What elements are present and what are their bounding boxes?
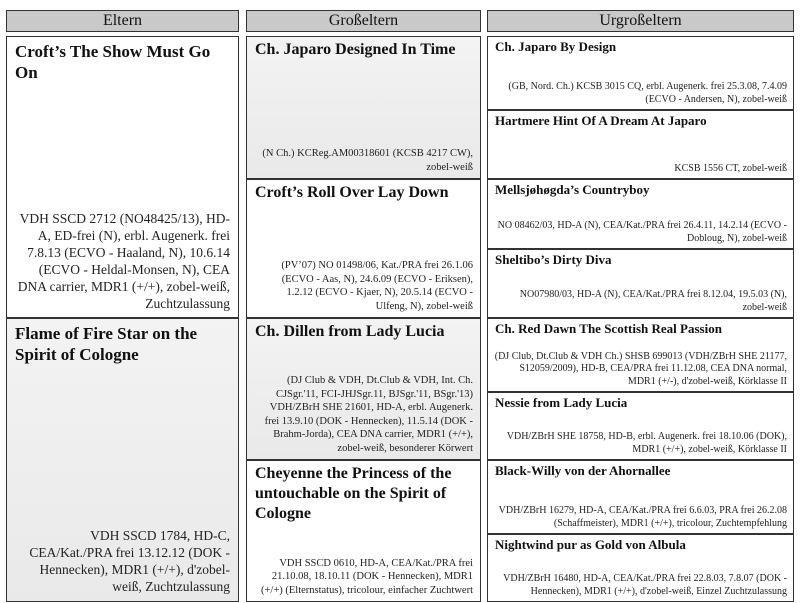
grandparent-3 [246, 318, 481, 460]
greatgrandparent-4-name: Sheltibo’s Dirty Diva [495, 252, 612, 267]
greatgrandparent-6-name: Nessie from Lady Lucia [495, 395, 628, 410]
parent-sire [6, 36, 239, 318]
greatgrandparent-4-info: NO07980/03, HD-A (N), CEA/Kat./PRA frei 8.12.04, 19.5.03 (N), zobel-weiß [519, 289, 787, 313]
greatgrandparent-3-info: NO 08462/03, HD-A (N), CEA/Kat./PRA frei 26.4.11, 14.2.14 (ECVO - Dobloug, N), zobel-weiß [497, 220, 787, 244]
greatgrandparent-5 [487, 318, 794, 392]
greatgrandparent-6 [487, 392, 794, 460]
greatgrandparent-1 [487, 36, 794, 110]
greatgrandparent-6-info: VDH/ZBrH SHE 18758, HD-B, erbl. Augenerk. frei 18.10.06 (DOK), MDR1 (+/+), zobel-weiß, Körklasse II [506, 431, 787, 455]
greatgrandparent-8 [487, 534, 794, 602]
grandparent-3-info: (DJ Club & VDH, Dt.Club & VDH, Int. Ch. CJSgr.'11, FCI-JHJSgr.11, BJSgr.'11, BSgr.'13) VDH/ZBrH SHE 21601, HD-A, erbl. Augenerk. frei 13.9.10 (DOK - Hennecken), 11.5.14 (DOK - Brahm-Jorda), CEA DNA carrier, MDR1 (+/+), zobel-weiß, besonderer Körwert [264, 375, 473, 454]
grandparent-1-info: (N Ch.) KCReg.AM00318601 (KCSB 4217 CW), zobel-weiß [262, 148, 473, 173]
parent-sire-name: Croft’s The Show Must Go On [15, 42, 211, 82]
greatgrandparent-2-name: Hartmere Hint Of A Dream At Japaro [495, 113, 707, 128]
greatgrandparent-3-name: Mellsjøhøgda’s Countryboy [495, 182, 650, 197]
grandparent-4-info: VDH SSCD 0610, HD-A, CEA/Kat./PRA frei 21.10.08, 18.10.11 (DOK - Hennecken), MDR1 (+/+) (Elternstatus), tricolour, einfacher Zuchtwert [260, 557, 473, 596]
greatgrandparent-5-info: (DJ Club, Dt.Club & VDH Ch.) SHSB 699013 (VDH/ZBrH SHE 21177, S12059/2009), HD-B, CEA/PRA frei 11.12.08, CEA DNA normal, MDR1 (+/-), d'zobel-weiß, Körklasse II [494, 350, 787, 387]
header-parents: Eltern [6, 10, 239, 32]
header-grandparents: Großeltern [246, 10, 481, 32]
parent-dam-info: VDH SSCD 1784, HD-C, CEA/Kat./PRA frei 13.12.12 (DOK - Hennecken), MDR1 (+/+), d'zobel-weiß, Zuchtzulassung [29, 528, 230, 594]
greatgrandparent-8-name: Nightwind pur as Gold von Albula [495, 537, 686, 552]
greatgrandparent-7-name: Black-Willy von der Ahornallee [495, 463, 671, 478]
grandparent-4-name: Cheyenne the Princess of the untouchable on the Spirit of Cologne [255, 465, 452, 522]
greatgrandparent-7-info: VDH/ZBrH 16279, HD-A, CEA/Kat./PRA frei 6.6.03, PRA frei 26.2.08 (Schaffmeister), MDR1 (+/+), tricolour, Zuchtempfehlung [498, 505, 787, 529]
greatgrandparent-3 [487, 179, 794, 249]
grandparent-1 [246, 36, 481, 179]
greatgrandparent-4 [487, 249, 794, 318]
grandparent-4 [246, 460, 481, 602]
parent-sire-info: VDH SSCD 2712 (NO48425/13), HD-A, ED-frei (N), erbl. Augenerk. frei 7.8.13 (ECVO - Haaland, N), 10.6.14 (ECVO - Heldal-Monsen, N), CEA DNA carrier, MDR1 (+/+), zobel-weiß, Zuchtzulassung [17, 211, 230, 311]
greatgrandparent-7 [487, 460, 794, 534]
grandparent-2 [246, 179, 481, 318]
header-greatgrandparents: Urgroßeltern [487, 10, 794, 32]
greatgrandparent-2 [487, 110, 794, 179]
greatgrandparent-2-info: KCSB 1556 CT, zobel-weiß [674, 162, 787, 174]
grandparent-2-name: Croft’s Roll Over Lay Down [255, 184, 449, 201]
greatgrandparent-8-info: VDH/ZBrH 16480, HD-A, CEA/Kat./PRA frei 22.8.03, 7.8.07 (DOK - Hennecken), MDR1 (+/+), d'zobel-weiß, Einzel Zuchtzulassung [503, 573, 787, 597]
greatgrandparent-5-name: Ch. Red Dawn The Scottish Real Passion [495, 321, 722, 336]
parent-dam-name: Flame of Fire Star on the Spirit of Cologne [15, 324, 198, 364]
parent-dam [6, 318, 239, 602]
greatgrandparent-1-info: (GB, Nord. Ch.) KCSB 3015 CQ, erbl. Augenerk. frei 25.3.08, 7.4.09 (ECVO - Andersen, N), zobel-weiß [508, 81, 787, 105]
grandparent-1-name: Ch. Japaro Designed In Time [255, 41, 456, 58]
greatgrandparent-1-name: Ch. Japaro By Design [495, 39, 617, 54]
grandparent-2-info: (PV’07) NO 01498/06, Kat./PRA frei 26.1.06 (ECVO - Aas, N), 24.6.09 (ECVO - Eriksen), 1.2.12 (ECVO - Kjaer, N), 20.5.14 (ECVO - Ulfeng, N), zobel-weiß [281, 260, 473, 312]
grandparent-3-name: Ch. Dillen from Lady Lucia [255, 323, 445, 340]
